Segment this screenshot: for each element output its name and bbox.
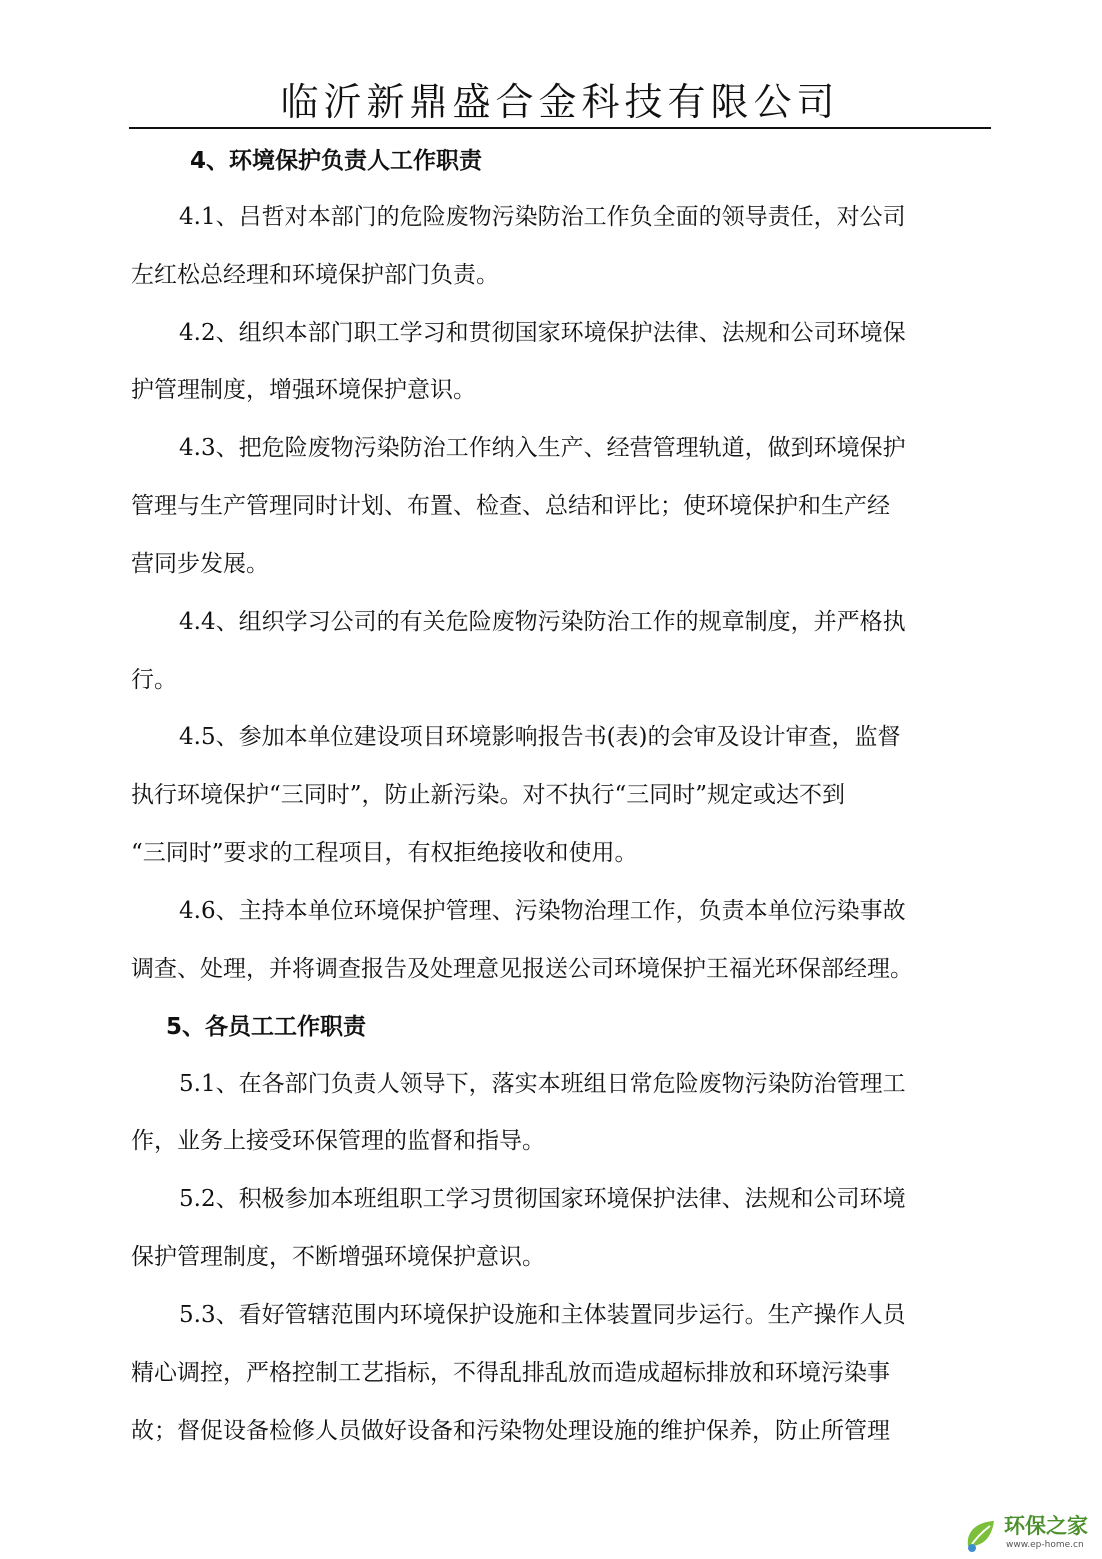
paragraph-line: 左红松总经理和环境保护部门负责。 (131, 262, 499, 288)
paragraph-line: 4.4、组织学习公司的有关危险废物污染防治工作的规章制度，并严格执 (179, 609, 906, 635)
paragraph-line: 故；督促设备检修人员做好设备和污染物处理设施的维护保养，防止所管理 (131, 1418, 890, 1444)
paragraph-line: 4.6、主持本单位环境保护管理、污染物治理工作，负责本单位污染事故 (179, 898, 906, 924)
paragraph-line: 4.1、吕哲对本部门的危险废物污染防治工作负全面的领导责任，对公司 (179, 204, 906, 230)
paragraph-line: 5.3、看好管辖范围内环境保护设施和主体装置同步运行。生产操作人员 (179, 1302, 906, 1328)
watermark-name: 环保之家 (1004, 1514, 1088, 1538)
paragraph-line: 4.5、参加本单位建设项目环境影响报告书(表)的会审及设计审查，监督 (179, 724, 901, 750)
paragraph-line: 行。 (131, 667, 177, 693)
paragraph-line: 作，业务上接受环保管理的监督和指导。 (131, 1128, 545, 1154)
watermark-url: www.ep-home.cn (1006, 1540, 1084, 1550)
paragraph-line: 管理与生产管理同时计划、布置、检查、总结和评比；使环境保护和生产经 (131, 493, 890, 519)
paragraph-line: 4.3、把危险废物污染防治工作纳入生产、经营管理轨道，做到环境保护 (179, 435, 906, 461)
paragraph-line: 护管理制度，增强环境保护意识。 (131, 377, 476, 403)
header-divider (129, 127, 991, 129)
paragraph-line: “三同时”要求的工程项目，有权拒绝接收和使用。 (131, 840, 638, 866)
paragraph-line: 精心调控，严格控制工艺指标，不得乱排乱放而造成超标排放和环境污染事 (131, 1360, 890, 1386)
paragraph-line: 5.2、积极参加本班组职工学习贯彻国家环境保护法律、法规和公司环境 (179, 1186, 906, 1212)
company-header: 临沂新鼎盛合金科技有限公司 (280, 80, 840, 124)
paragraph-line: 4.2、组织本部门职工学习和贯彻国家环境保护法律、法规和公司环境保 (179, 320, 906, 346)
site-watermark (960, 1512, 1098, 1556)
section-4-heading: 4、环境保护负责人工作职责 (190, 148, 483, 174)
paragraph-line: 保护管理制度，不断增强环境保护意识。 (131, 1244, 545, 1270)
paragraph-line: 5.1、在各部门负责人领导下，落实本班组日常危险废物污染防治管理工 (179, 1071, 906, 1097)
leaf-icon (962, 1516, 1000, 1554)
section-5-heading: 5、各员工工作职责 (166, 1014, 367, 1040)
paragraph-line: 调查、处理，并将调查报告及处理意见报送公司环境保护王福光环保部经理。 (131, 956, 913, 982)
paragraph-line: 营同步发展。 (131, 551, 269, 577)
paragraph-line: 执行环境保护“三同时”，防止新污染。对不执行“三同时”规定或达不到 (131, 782, 846, 808)
